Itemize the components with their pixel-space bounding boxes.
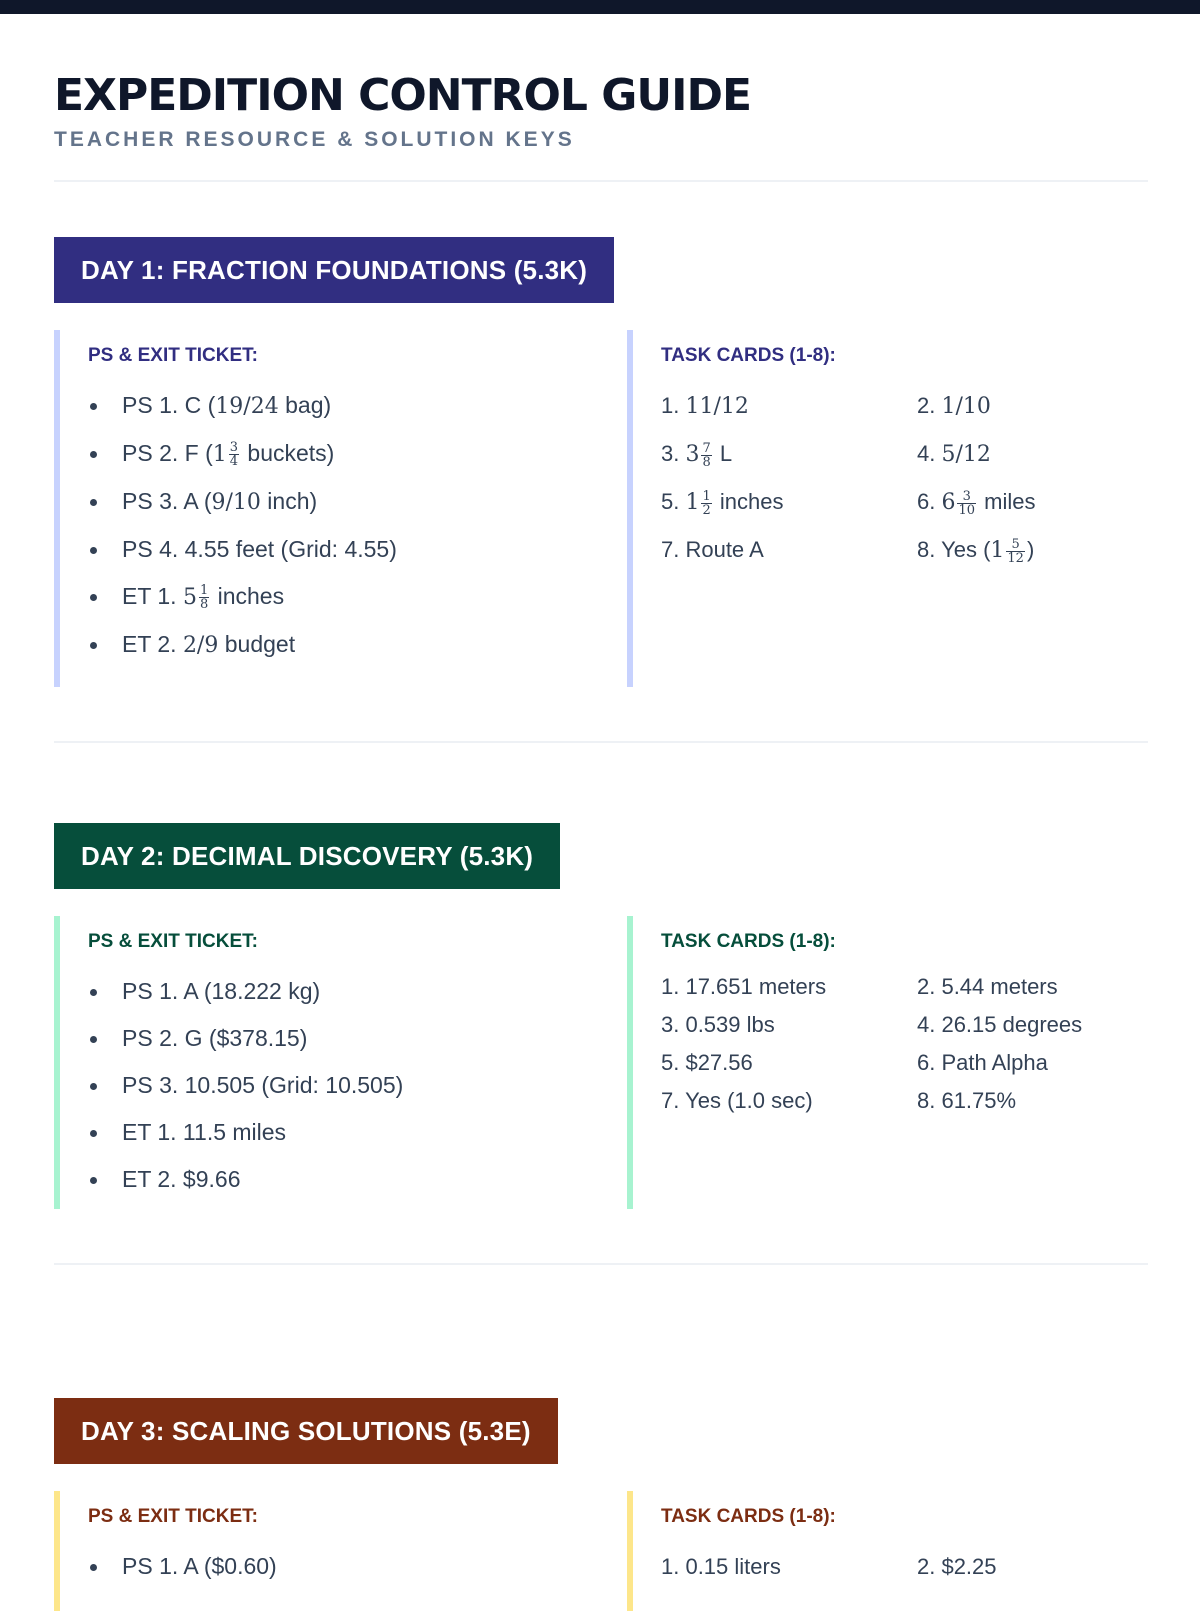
- task-card-answer: 8. 61.75%: [917, 1088, 1017, 1113]
- answer-text: budget: [218, 631, 296, 657]
- task-card-answer: 3. 0.539 lbs: [661, 1012, 775, 1037]
- day3-section: [54, 1398, 1148, 1611]
- task-card-answer: 4. 26.15 degrees: [917, 1012, 1083, 1037]
- answer-text: ET 2.: [122, 631, 183, 657]
- answer-text: PS 4. 4.55 feet (Grid: 4.55): [122, 536, 397, 562]
- day3-task-label: TASK CARDS (1-8):: [661, 1506, 836, 1527]
- math-value: 5: [182, 585, 197, 610]
- answer-text: 4.: [917, 441, 942, 466]
- answer-text: inches: [211, 583, 285, 609]
- ps-list-item: [88, 621, 627, 669]
- task-card-answer: 1. 0.15 liters: [661, 1554, 781, 1579]
- math-value: 1/10: [941, 394, 991, 419]
- fraction: [701, 442, 711, 469]
- fraction-denominator: 2: [702, 502, 711, 518]
- task-card-answer: [661, 382, 917, 430]
- task-card-answer: [917, 382, 1173, 430]
- day3-columns: [54, 1491, 1148, 1611]
- day1-ps-column: [54, 330, 627, 687]
- fraction: [701, 490, 711, 517]
- day2-header: DAY 2: DECIMAL DISCOVERY (5.3K): [54, 823, 560, 889]
- answer-text: 3.: [661, 441, 686, 466]
- ps-list-item: ET 2. $9.66: [88, 1156, 627, 1203]
- answer-text: PS 3. A (: [122, 488, 212, 514]
- fraction-denominator: 12: [1007, 550, 1024, 566]
- header-divider: [54, 180, 1148, 182]
- fraction: [957, 490, 976, 517]
- fraction: [229, 441, 239, 468]
- ps-list-item: [88, 478, 627, 526]
- ps-list-item: PS 1. A (18.222 kg): [88, 968, 627, 1015]
- ps-list-item: PS 3. 10.505 (Grid: 10.505): [88, 1062, 627, 1109]
- answer-text: buckets): [241, 440, 335, 466]
- answer-text: 8. Yes (: [917, 537, 991, 562]
- day1-task-grid: [661, 382, 1148, 574]
- math-value: 5/12: [941, 442, 991, 467]
- answer-text: ): [1026, 537, 1035, 562]
- fraction-numerator: 7: [702, 440, 711, 456]
- day3-ps-column: [54, 1491, 627, 1611]
- day1-ps-list: [88, 382, 627, 669]
- day2-columns: [54, 916, 1148, 1209]
- ps-list-item: [88, 430, 627, 478]
- day1-divider: [54, 741, 1148, 743]
- fraction-denominator: 8: [199, 597, 209, 613]
- page-subtitle: TEACHER RESOURCE & SOLUTION KEYS: [54, 128, 575, 151]
- day3-task-grid: [661, 1543, 1148, 1590]
- fraction-denominator: 10: [958, 502, 976, 518]
- task-card-answer: [917, 430, 1173, 478]
- day2-task-label: TASK CARDS (1-8):: [661, 931, 836, 952]
- math-value: 1: [212, 442, 227, 467]
- day3-header: DAY 3: SCALING SOLUTIONS (5.3E): [54, 1398, 558, 1464]
- fraction-denominator: 8: [702, 454, 711, 470]
- answer-text: ET 1.: [122, 583, 183, 609]
- task-card-answer: 2. $2.25: [917, 1554, 997, 1579]
- task-card-answer: [661, 478, 917, 526]
- day1-section: [54, 237, 1148, 687]
- day2-ps-label: PS & EXIT TICKET:: [88, 931, 258, 952]
- fraction-numerator: 1: [702, 488, 711, 504]
- task-card-answer: [661, 430, 917, 478]
- fraction-numerator: 5: [1006, 538, 1025, 552]
- math-value: 1: [685, 490, 700, 515]
- task-card-answer: 7. Yes (1.0 sec): [661, 1088, 813, 1113]
- math-value: 19/24: [215, 394, 279, 419]
- math-value: 2/9: [182, 633, 219, 658]
- day3-ps-list: [88, 1543, 627, 1590]
- task-card-answer: 5. $27.56: [661, 1050, 753, 1075]
- answer-text: L: [713, 441, 733, 466]
- math-value: 6: [941, 490, 956, 515]
- math-value: 9/10: [211, 490, 261, 515]
- day2-divider: [54, 1263, 1148, 1265]
- answer-text: 5.: [661, 489, 686, 514]
- fraction-numerator: 1: [199, 583, 209, 599]
- fraction-denominator: 4: [229, 454, 239, 470]
- fraction-numerator: 3: [957, 490, 976, 504]
- task-card-answer: 1. 17.651 meters: [661, 974, 827, 999]
- ps-list-item: [88, 573, 627, 621]
- answer-text: miles: [978, 489, 1036, 514]
- day1-columns: [54, 330, 1148, 687]
- day3-ps-label: PS & EXIT TICKET:: [88, 1506, 258, 1527]
- answer-text: PS 2. F (: [122, 440, 213, 466]
- answer-text: 7. Route A: [661, 537, 764, 562]
- day2-task-column: [627, 916, 1148, 1209]
- fraction-numerator: 3: [229, 440, 239, 456]
- fraction: [199, 584, 209, 611]
- top-bar: [0, 0, 1200, 14]
- math-value: 11/12: [685, 394, 749, 419]
- task-card-answer: 2. 5.44 meters: [917, 974, 1058, 999]
- task-card-answer: [661, 526, 917, 574]
- answer-text: inches: [713, 489, 784, 514]
- ps-list-item: PS 2. G ($378.15): [88, 1015, 627, 1062]
- answer-text: 6.: [917, 489, 942, 514]
- ps-list-item: ET 1. 11.5 miles: [88, 1109, 627, 1156]
- answer-text: bag): [278, 392, 332, 418]
- task-card-answer: [917, 478, 1173, 526]
- day2-ps-list: [88, 968, 627, 1203]
- page-title: EXPEDITION CONTROL GUIDE: [54, 70, 752, 121]
- answer-text: 2.: [917, 393, 942, 418]
- math-value: 1: [990, 538, 1005, 563]
- task-card-answer: [917, 526, 1173, 574]
- day1-task-column: [627, 330, 1148, 687]
- day1-task-label: TASK CARDS (1-8):: [661, 345, 836, 366]
- math-value: 3: [685, 442, 700, 467]
- answer-text: 1.: [661, 393, 686, 418]
- day2-task-grid: [661, 968, 1148, 1120]
- day3-task-column: [627, 1491, 1148, 1611]
- task-card-answer: 6. Path Alpha: [917, 1050, 1048, 1075]
- page: [54, 14, 1148, 1611]
- ps-list-item: [88, 382, 627, 430]
- day2-ps-column: [54, 916, 627, 1209]
- day1-ps-label: PS & EXIT TICKET:: [88, 345, 258, 366]
- answer-text: inch): [260, 488, 318, 514]
- fraction: [1006, 538, 1025, 565]
- ps-list-item: PS 1. A ($0.60): [88, 1543, 627, 1590]
- ps-list-item: [88, 526, 627, 573]
- day2-section: [54, 823, 1148, 1209]
- day1-header: DAY 1: FRACTION FOUNDATIONS (5.3K): [54, 237, 614, 303]
- answer-text: PS 1. C (: [122, 392, 216, 418]
